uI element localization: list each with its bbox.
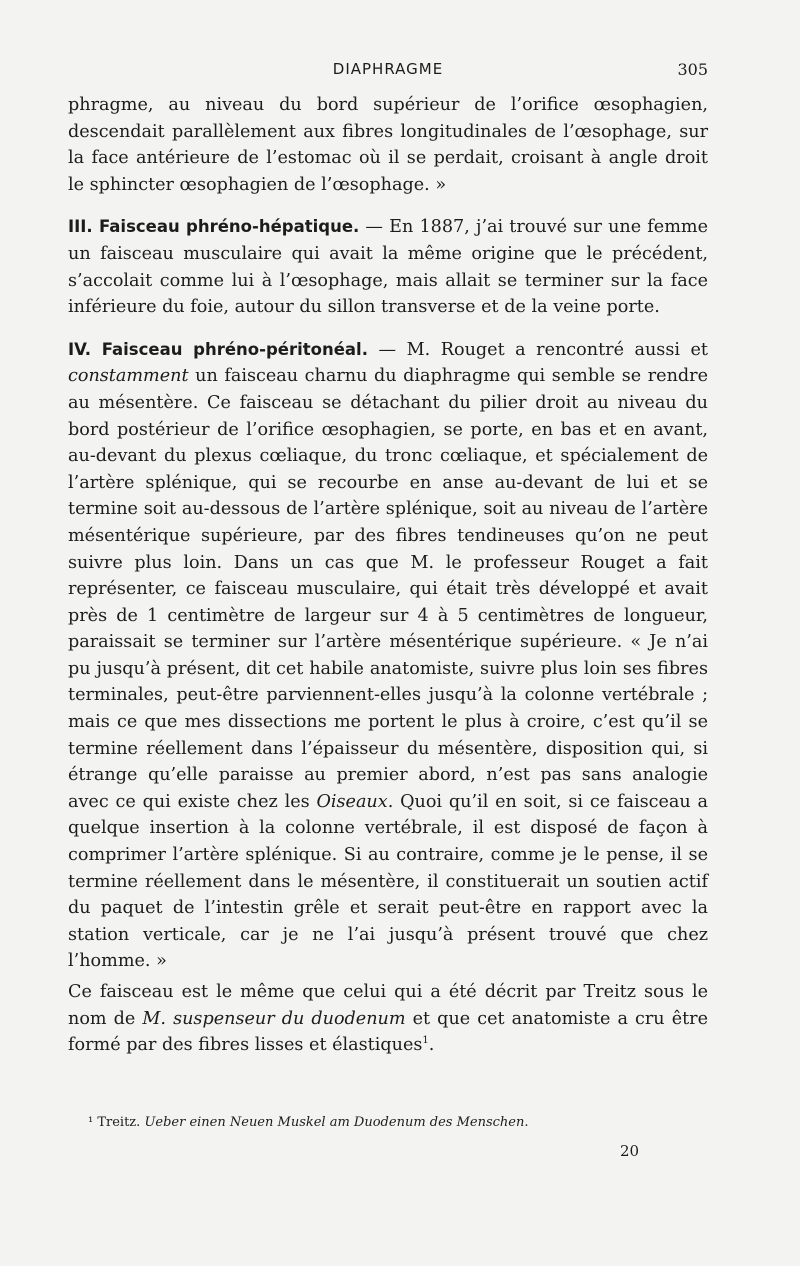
running-title: DIAPHRAGME [332, 60, 444, 78]
paragraph-text: — M. Rouget a rencontré aussi et [367, 339, 708, 360]
paragraph-text: . [428, 1035, 435, 1056]
italic-text: constamment [68, 366, 189, 387]
signature-mark: 20 [620, 1142, 640, 1160]
paragraph-text: — En 1887, j’ai trouvé sur une femme un faisceau musculaire qui avait la même origine que le précédent, s’accolait comme lui à l’œsophage, mais allait se terminer sur la face inférieure du foie, autour du sillon transverse et de la veine porte. [68, 217, 709, 318]
footnote-reference: 1 [422, 1035, 429, 1047]
footnote-marker: ¹ [88, 1115, 94, 1130]
footnote-end: . [524, 1115, 529, 1130]
footnote-title: Ueber einen Neuen Muskel am Duodenum des Menschen [144, 1115, 525, 1130]
section-heading: III. Faisceau phréno-hépatique. [68, 217, 360, 237]
paragraph-text: Ce faisceau est le même que celui qui a été décrit par Treitz sous le nom de [68, 982, 708, 1029]
body-text [68, 92, 708, 1059]
page-header [68, 60, 708, 88]
paragraph-text: phragme, au niveau du bord supérieur de l’orifice œsophagien, descendait parallèlement aux fibres longitudinales de l’œsophage, sur la face antérieure de l’estomac où il se perdait, croisant à angle droit le sphincter œsophagien de l’œsophage. » [68, 95, 708, 195]
footnote [88, 1115, 708, 1130]
paragraph-treitz [68, 979, 708, 1059]
paragraph-phreno-peritoneal [68, 337, 708, 975]
footnote-author: Treitz. [93, 1115, 145, 1130]
section-heading: IV. Faisceau phréno-péritonéal. [68, 339, 368, 359]
paragraph-continuation [68, 92, 708, 198]
paragraph-text: . Quoi qu’il en soit, si ce faisceau a quelque insertion à la colonne vertébrale, il est disposé de façon à comprimer l’artère splénique. Si au contraire, comme je le pense, il se termine réellement dans le mésentère, il constituerait un soutien actif du paquet de l’intestin grêle et serait peut-être en rapport avec la station verticale, car je ne l’ai jusqu’à présent trouvé que chez l’homme. » [68, 791, 708, 972]
paragraph-phreno-hepatique [68, 214, 708, 320]
italic-text: Oiseaux [316, 791, 388, 812]
paragraph-text: et que cet anatomiste a cru être formé par des fibres lisses et élastiques [68, 1008, 709, 1056]
italic-text: M. suspenseur du duodenum [142, 1008, 406, 1029]
page-number: 305 [677, 60, 708, 79]
paragraph-text: un faisceau charnu du diaphragme qui semble se rendre au mésentère. Ce faisceau se détachant du pilier droit au niveau du bord postérieur de l’orifice œsophagien, se porte, en bas et en avant, au-devant du plexus cœliaque, du tronc cœliaque, et spécialement de l’artère splénique, qui se recourbe en anse au-devant de lui et se termine soit au-dessous de l’artère splénique, soit au niveau de l’artère mésentérique supérieure, par des fibres tendineuses qu’on ne peut suivre plus loin. Dans un cas que M. le professeur Rouget a fait représenter, ce faisceau musculaire, qui était très développé et avait près de 1 centimètre de largeur sur 4 à 5 centimètres de longueur, paraissait se terminer sur l’artère mésentérique supérieure. « Je n’ai pu jusqu’à présent, dit cet habile anatomiste, suivre plus loin ses fibres terminales, peut-être parviennent-elles jusqu’à la colonne vertébrale ; mais ce que mes dissections me portent le plus à croire, c’est qu’il se termine réellement dans l’épaisseur du mésentère, disposition qui, si étrange qu’elle paraisse au premier abord, n’est pas sans analogie avec ce qui existe chez les [68, 366, 708, 812]
